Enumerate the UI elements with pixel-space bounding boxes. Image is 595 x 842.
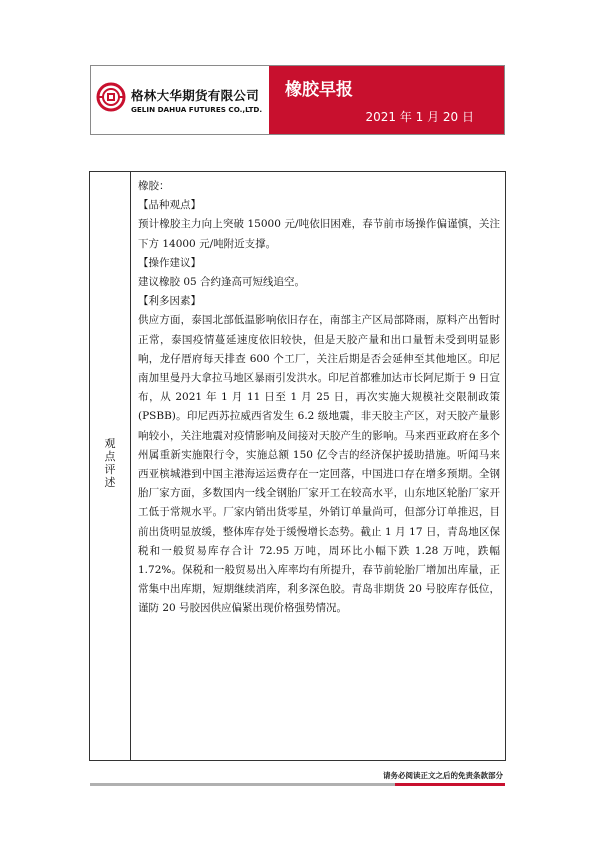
company-name-cn: 格林大华期货有限公司: [131, 88, 260, 103]
section-heading-view: 【品种观点】: [138, 199, 201, 212]
company-brand: [91, 66, 269, 134]
disclaimer-note: 请务必阅读正文之后的免责条款部分: [383, 771, 503, 780]
section-text-bullish: 供应方面，泰国北部低温影响依旧存在，南部主产区局部降雨，原料产出暂时正常，泰国疫情蔓延速度依旧较快，但是天胶产量和出口量暂未受到明显影响，龙仔厝府每天排查 600 个工厂，关注后期是否会延伸至其他地区。印尼南加里曼丹大拿拉马地区暴雨引发洪水。印尼首都雅加达市长阿尼斯于 9 日宣布，从 2021 年 1 月 11 日至 1 月 25 日，再次实施大规模社交限制政策(PSBB)。印尼西苏拉威西省发生 6.2 级地震，非天胶主产区，对天胶产量影响较小，关注地震对疫情影响及间接对天胶产生的影响。马来西亚政府在多个州属重新实施限行令，实施总额 150 亿令吉的经济保护援助措施。听闻马来西亚槟城港到中国主港海运运费存在一定回落，中国进口存在增多预期。全钢胎厂家方面，多数国内一线全钢胎厂家开工在较高水平，山东地区轮胎厂家开工低于常规水平。厂家内销出货零星，外销订单量尚可，但部分订单推迟，目前出货明显放缓，整体库存处于缓慢增长态势。截止 1 月 17 日，青岛地区保税和一般贸易库存合计 72.95 万吨，周环比小幅下跌 1.28 万吨，跌幅 1.72%。保税和一般贸易出入库率均有所提升，春节前轮胎厂增加出库量，正常集中出库期，短期继续消库，利多深色胶。青岛非期货 20 号胶库存低位，谨防 20 号胶因供应偏紧出现价格强势情况。: [138, 314, 500, 615]
report-title: 橡胶早报: [285, 80, 353, 100]
section-text-advice: 建议橡胶 05 合约逢高可短线追空。: [138, 276, 306, 289]
report-header: [90, 65, 505, 135]
footer-accent: [395, 783, 505, 786]
section-heading-bullish: 【利多因素】: [138, 295, 201, 308]
side-label: 观点评述: [104, 437, 116, 489]
product-intro: 橡胶：: [138, 180, 170, 192]
section-text-view: 预计橡胶主力向上突破 15000 元/吨依旧困难，春节前市场操作偏谨慎，关注下方 14000 元/吨附近支撑。: [138, 218, 500, 250]
report-date: 2021 年 1 月 20 日: [365, 110, 474, 124]
commentary-body: [138, 177, 500, 619]
title-panel: [269, 66, 504, 134]
coin-logo-icon: [96, 82, 126, 112]
commentary-table: [89, 171, 506, 761]
company-name-en: GELIN DAHUA FUTURES CO.,LTD.: [131, 105, 263, 114]
side-column: [90, 172, 131, 760]
footer-divider: [90, 783, 505, 786]
section-heading-advice: 【操作建议】: [138, 256, 201, 269]
